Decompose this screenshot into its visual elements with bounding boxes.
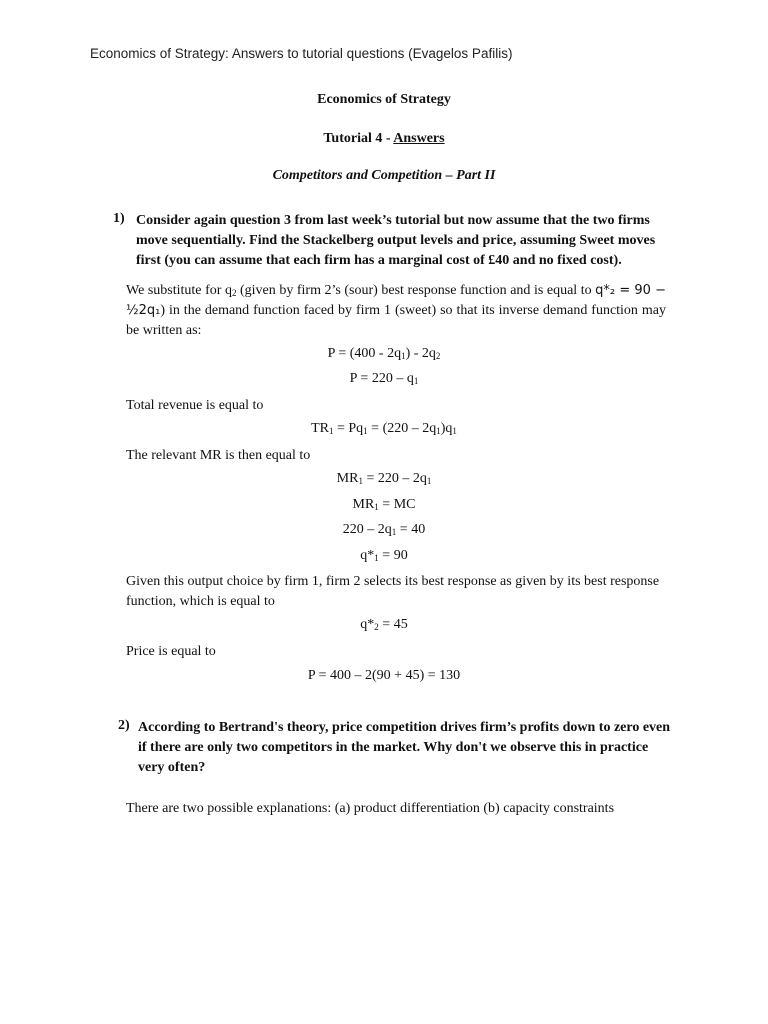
equation-inverse-demand-2: $P = 220 - q_1$ xyxy=(349,371,419,386)
price-label: Price is equal to xyxy=(126,644,216,659)
tutorial-heading xyxy=(0,131,768,147)
tutorial-prefix: Tutorial 4 - xyxy=(323,131,394,146)
answer-2-text: There are two possible explanations: (a) product differentiation (b) capacity constraints xyxy=(126,801,615,816)
marginal-revenue-label: The relevant MR is then equal to xyxy=(126,448,311,463)
question-2-text: According to Bertrand's theory, price competition drives firm’s profits down to zero even if there are only two competitors in the market. Why don't we observe this in practice very often? xyxy=(138,720,671,775)
equation-q1-result: $q*_1 = 90$ xyxy=(360,548,408,563)
question-1-number: 1) xyxy=(113,211,125,226)
equation-total-revenue: $TR_1 = Pq_1 = (220 - 2q_1)q_1$ xyxy=(311,421,457,436)
equation-solve-q1: $220 - 2q_1 = 40$ xyxy=(342,522,426,537)
best-response-formula: q*₂ = 90 − ½2q₁ xyxy=(126,283,667,318)
total-revenue-label: Total revenue is equal to xyxy=(126,398,264,413)
equation-marginal-revenue: $MR_1 = 220 - 2q_1$ xyxy=(336,471,432,486)
given-paragraph: Given this output choice by firm 1, firm 2 selects its best response as given by its best response function, which is equal to xyxy=(126,574,660,609)
equation-price: P = 400 – 2(90 + 45) = 130 xyxy=(307,668,461,683)
equation-mr-equals-mc: $MR_1$ = MC xyxy=(352,497,416,512)
answers-label: Answers xyxy=(393,131,445,146)
answer-1-paragraph: We substitute for $q_2$ (given by firm 2’s (sour) best response function and is equal to q*₂ = 90 − ½2q₁) in the demand function faced by firm 1 (sweet) so that its inverse demand function may be written as: xyxy=(126,283,667,338)
equation-q2-result: $q*_2 = 45$ xyxy=(360,617,408,632)
equation-inverse-demand-1: $P = (400 - 2q_1) - 2q_2$ xyxy=(327,346,441,361)
document-title: Economics of Strategy xyxy=(317,92,451,107)
page-header: Economics of Strategy: Answers to tutorial questions (Evagelos Pafilis) xyxy=(90,46,513,61)
section-subtitle: Competitors and Competition – Part II xyxy=(272,168,496,183)
question-2-number: 2) xyxy=(118,718,130,733)
question-1-text: Consider again question 3 from last week’s tutorial but now assume that the two firms move sequentially. Find the Stackelberg output levels and price, assuming Sweet moves first (you can assume that each firm has a marginal cost of £40 and no fixed cost). xyxy=(136,213,656,268)
